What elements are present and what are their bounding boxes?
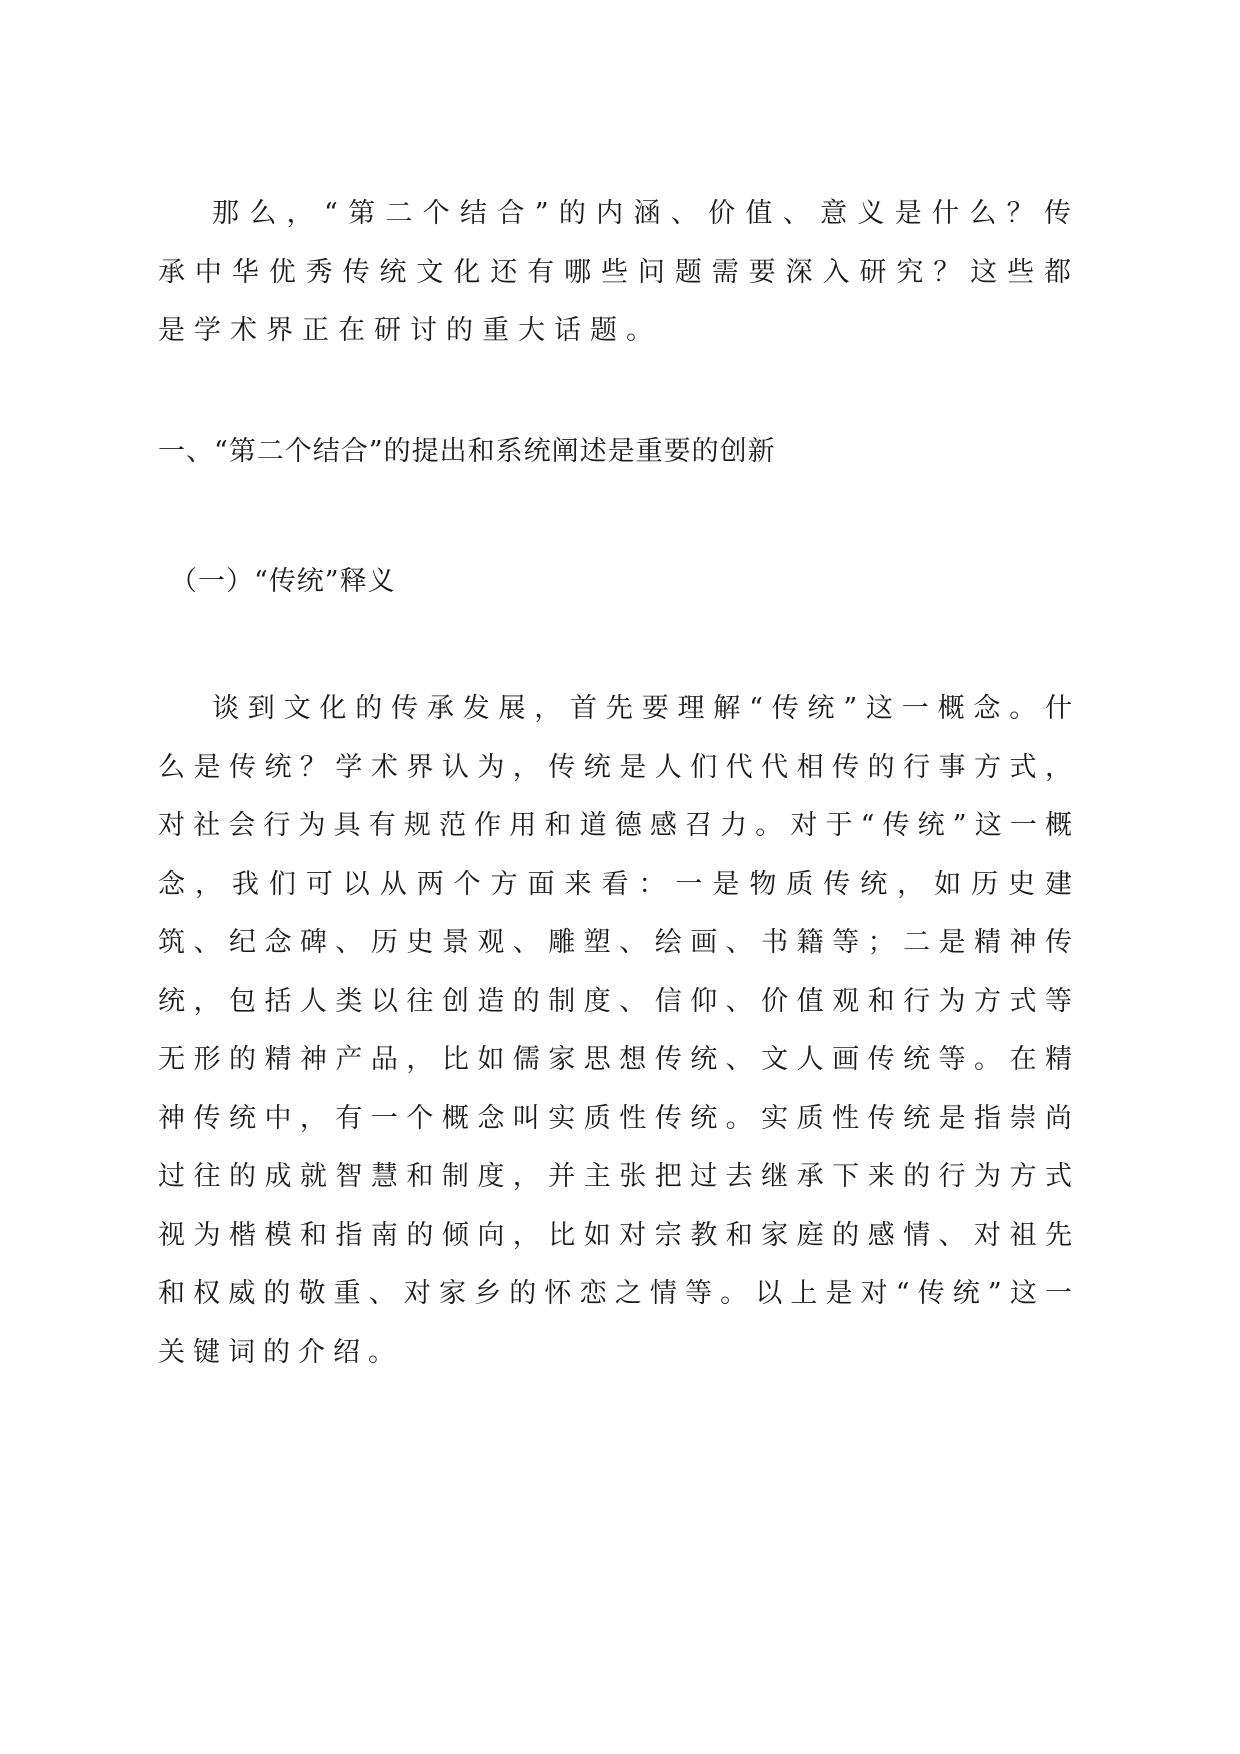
section-heading: 一、“第二个结合”的提出和系统阐述是重要的创新 [158,436,776,467]
intro-paragraph: 那么，“第二个结合”的内涵、价值、意义是什么？传承中华优秀传统文化还有哪些问题需要深入研究？这些都是学术界正在研讨的重大话题。 [158,198,1080,346]
subsection-heading: （一）“传统”释义 [170,566,396,597]
body-paragraph: 谈到文化的传承发展，首先要理解“传统”这一概念。什么是传统？学术界认为，传统是人们代代相传的行事方式，对社会行为具有规范作用和道德感召力。对于“传统”这一概念，我们可以从两个方面来看：一是物质传统，如历史建筑、纪念碑、历史景观、雕塑、绘画、书籍等；二是精神传统，包括人类以往创造的制度、信仰、价值观和行为方式等无形的精神产品，比如儒家思想传统、文人画传统等。在精神传统中，有一个概念叫实质性传统。实质性传统是指崇尚过往的成就智慧和制度，并主张把过去继承下来的行为方式视为楷模和指南的倾向，比如对宗教和家庭的感情、对祖先和权威的敬重、对家乡的怀恋之情等。以上是对“传统”这一关键词的介绍。 [158,693,1080,1368]
